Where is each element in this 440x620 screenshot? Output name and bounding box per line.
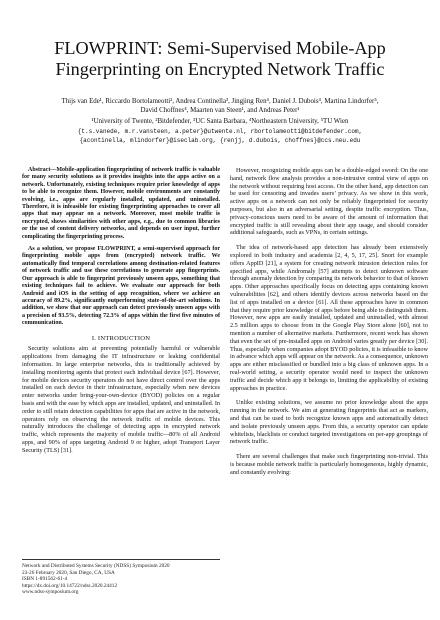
authors-line-1: Thijs van Ede¹, Riccardo Bortolameotti², Andrea Continella³, Jingjing Ren⁴, Daniel J. Dubois⁴, Martina Lindorfer⁵, bbox=[61, 98, 379, 105]
abstract-paragraph-2: As a solution, we propose FLOWPRINT, a semi-supervised approach for fingerprinting mobile apps from (encrypted) network traffic. We automatically find temporal correlations among destination-related features of network traffic and use these correlations to generate app fingerprints. Our approach is able to fingerprint previously unseen apps, something that existing techniques fail to achieve. We evaluate our approach for both Android and iOS in the setting of app recognition, where we achieve an accuracy of 89.2%, significantly outperforming state-of-the-art solutions. In addition, we show that our approach can detect previously unseen apps with a precision of 93.5%, detecting 72.3% of apps within the first five minutes of communication. bbox=[22, 246, 220, 327]
right-paragraph-2: The idea of network-based app detection has already been extensively explored in both industry and academia [2, 4, 5, 17, 25]. Snort for example offers AppID [21], a system for creating network intrusion detection rules for specified apps, while Andromaly [57] attempts to detect unknown software through anomaly detection by comparing its network behavior to that of known apps. Other approaches specifically focus on detecting apps containing known vulnerabilities [62], and others identify devices across networks based on the list of apps installed on a device [61]. All these approaches have in common that they require prior knowledge of apps before being able to distinguish them. However, new apps are easily installed, updated and uninstalled, with almost 2.5 million apps to choose from in the Google Play Store alone [60], not to mention a number of alternative markets. Furthermore, recent work has shown that even the set of pre-installed apps on Android varies greatly per device [30]. Thus, especially when companies adopt BYOD policies, it is infeasible to know in advance which apps will appear on the network. As a consequence, unknown apps are either misclassified or bundled into a big class of unknown apps. In a real-world setting, a security operator would need to inspect the unknown traffic and decide which app it belongs to, limiting the applicability of existing approaches in practice. bbox=[230, 244, 428, 392]
paper-title bbox=[20, 38, 420, 80]
emails-line-2: {acontinella, mlindorfer}@iseclab.org, {renjj, d.dubois, choffnes}@ccs.neu.edu bbox=[79, 137, 361, 144]
footer-rule bbox=[22, 559, 220, 560]
footer-line-5: www.ndss-symposium.org bbox=[22, 589, 79, 596]
right-paragraph-1: However, recognizing mobile apps can be a double-edged sword: On the one hand, network flow analysis provides a non-intrusive central view of apps on the network without requiring host access. On the other hand, app detection can be used for censoring and invades users’ privacy. As we show in this work, active apps on a network can not only be reliably fingerprinted for security purposes, but also in an adversarial setting, despite traffic encryption. Thus, privacy-conscious users need to be aware of the amount of information that encrypted traffic is still revealing about their app usage, and should consider additional safeguards, such as VPNs, in certain settings. bbox=[230, 167, 428, 237]
conference-footer bbox=[22, 559, 220, 596]
introduction-body bbox=[22, 345, 220, 454]
right-column bbox=[230, 167, 428, 483]
author-list bbox=[18, 97, 422, 115]
title-line-1: FLOWPRINT: Semi-Supervised Mobile-App bbox=[54, 38, 386, 58]
abstract bbox=[22, 167, 220, 328]
left-column bbox=[22, 167, 220, 454]
authors-line-2: David Choffnes⁴, Maarten van Steen¹, and Andreas Peter¹ bbox=[140, 107, 300, 114]
footer-line-4: https://dx.doi.org/10.14722/ndss.2020.24412 bbox=[22, 582, 118, 589]
abstract-paragraph-1: Abstract—Mobile-application fingerprinting of network traffic is valuable for many security solutions as it provides insights into the apps active on a network. Unfortunately, existing techniques require prior knowledge of apps to be able to recognize them. However, mobile environments are constantly evolving, i.e., apps are regularly installed, updated, and uninstalled. Therefore, it is infeasible for existing fingerprinting approaches to cover all apps that may appear on a network. Moreover, most mobile traffic is encrypted, shows similarities with other apps, e.g., due to common libraries or the use of content delivery networks, and depends on user input, further complicating the fingerprinting process. bbox=[22, 167, 220, 240]
emails-line-1: {t.s.vanede, m.r.vansteen, a.peter}@utwente.nl, rbortolameotti@bitdefender.com, bbox=[77, 128, 363, 135]
author-emails bbox=[18, 127, 422, 145]
affiliations: ¹University of Twente, ²Bitdefender, ³UC Santa Barbara, ⁴Northeastern University, ⁵TU Wien bbox=[91, 118, 349, 125]
section-heading-introduction: I. INTRODUCTION bbox=[91, 334, 151, 342]
footer-line-3: ISBN 1-891562-61-4 bbox=[22, 576, 68, 583]
right-paragraph-4: There are several challenges that make such fingerprinting non-trivial. This is because mobile network traffic is particularly homogeneous, highly dynamic, and constantly evolving: bbox=[230, 453, 428, 476]
title-line-2: Fingerprinting on Encrypted Network Traffic bbox=[55, 59, 385, 79]
footer-line-2: 23-26 February 2020, San Diego, CA, USA bbox=[22, 569, 115, 576]
right-paragraph-3: Unlike existing solutions, we assume no prior knowledge about the apps running in the network. We aim at generating fingerprints that act as markers, and that can be used to both recognize known apps and automatically detect and isolate previously unseen apps. From this, a security operator can update whitelists, blacklists or conduct targeted investigations on per-app groupings of network traffic. bbox=[230, 399, 428, 446]
intro-paragraph-1: Security solutions aim at preventing potentially harmful or vulnerable applications from damaging the IT infrastructure or leaking confidential information. In large enterprise networks, this is traditionally achieved by installing monitoring agents that protect each individual device [67]. However, for mobile devices security operators do not have direct control over the apps installed on each device in their infrastructure, especially when new devices enter networks under bring-your-own-device (BYOD) policies on a regular basis and with the ease by which apps are installed, updated, and uninstalled. In order to still retain detection capabilities for apps that are active in the network, operators rely on observing the network traffic of mobile devices. This naturally introduces the challenge of detecting apps in encrypted network traffic, which represents the majority of mobile traffic—80% of all Android apps, and 90% of apps targeting Android 9 or higher, adopt Transport Layer Security (TLS) [31]. bbox=[22, 345, 220, 454]
footer-line-1: Network and Distributed Systems Security (NDSS) Symposium 2020 bbox=[22, 563, 170, 569]
